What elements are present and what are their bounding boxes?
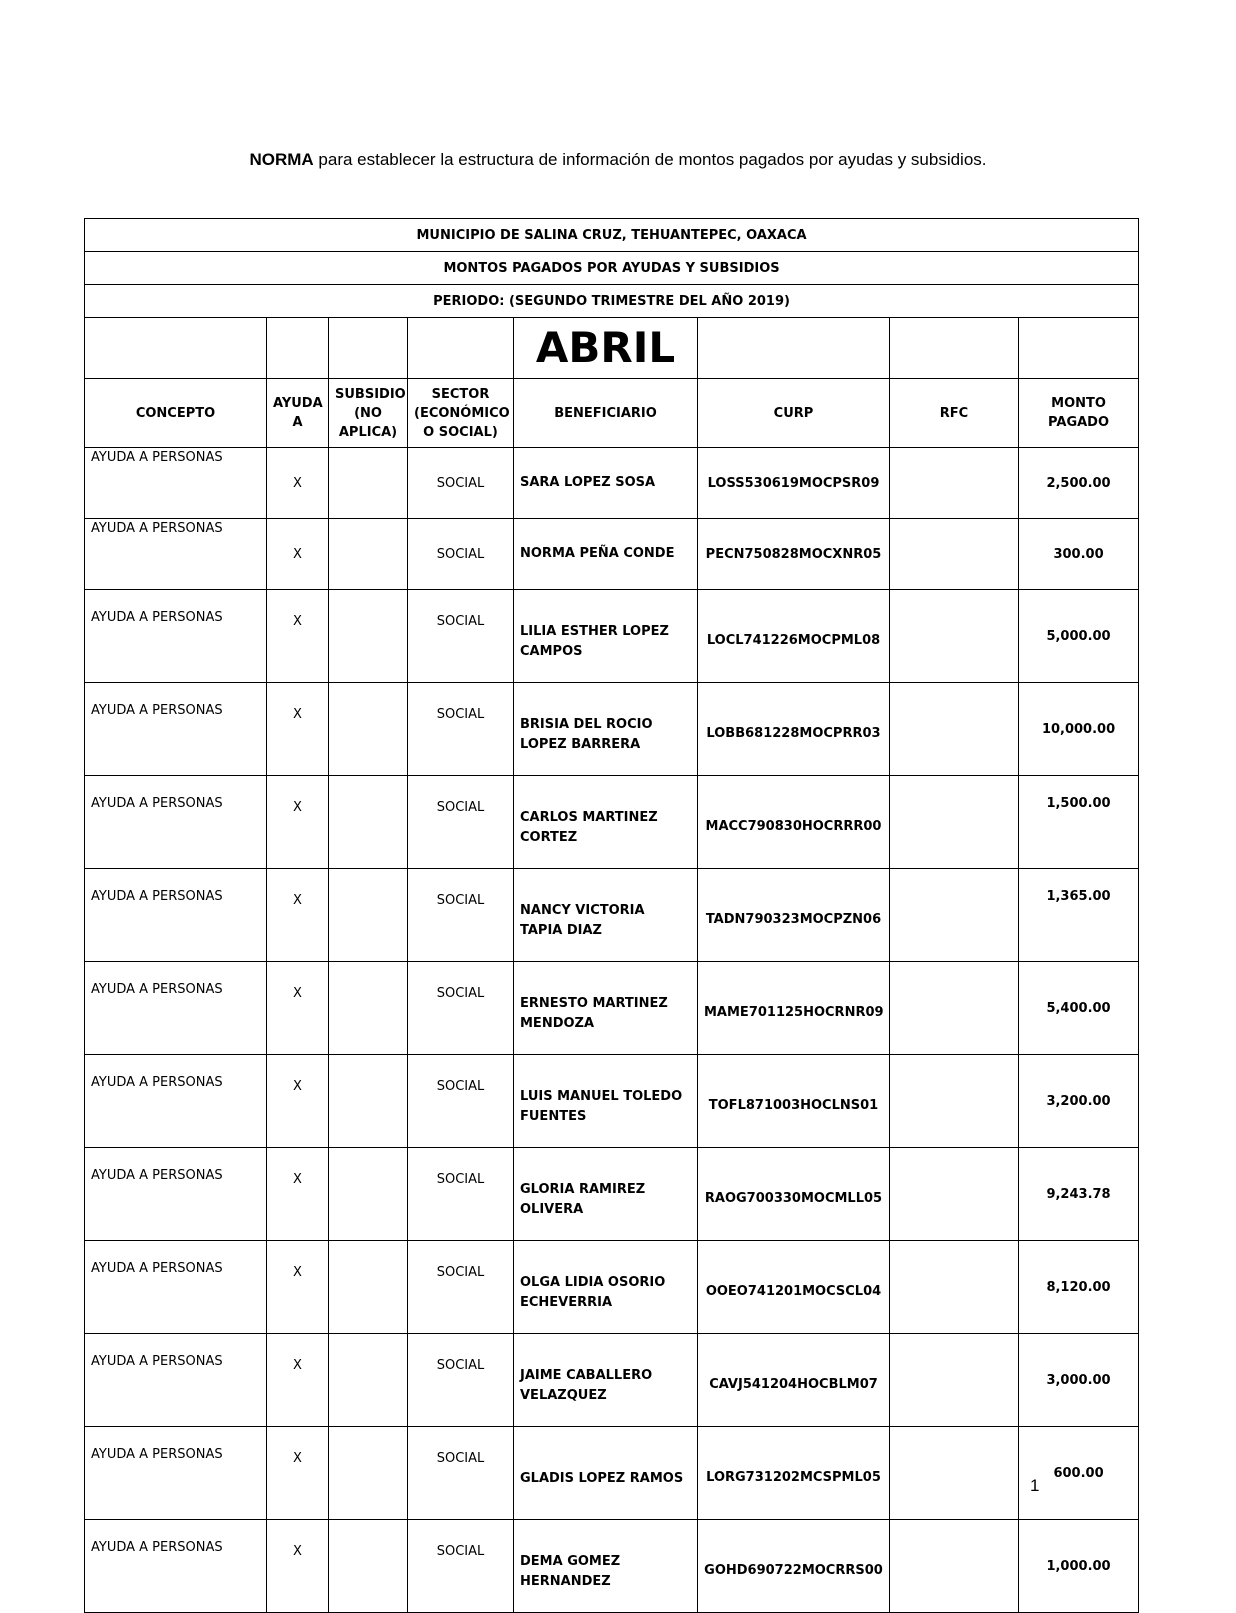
cell-monto: 9,243.78 [1019, 1148, 1139, 1241]
header-beneficiario: BENEFICIARIO [514, 379, 698, 448]
cell-rfc [890, 869, 1019, 962]
cell-concepto: AYUDA A PERSONAS [85, 1334, 267, 1427]
cell-monto: 5,000.00 [1019, 590, 1139, 683]
cell-beneficiario: CARLOS MARTINEZ CORTEZ [514, 776, 698, 869]
cell-rfc [890, 1520, 1019, 1613]
cell-ayuda: X [267, 1334, 329, 1427]
empty-cell [267, 318, 329, 379]
cell-sector: SOCIAL [408, 1427, 514, 1520]
page-number: 1 [1030, 1476, 1040, 1495]
cell-concepto: AYUDA A PERSONAS [85, 448, 267, 519]
table-row [85, 590, 1139, 683]
cell-monto: 3,000.00 [1019, 1334, 1139, 1427]
cell-sector: SOCIAL [408, 1334, 514, 1427]
cell-rfc [890, 1427, 1019, 1520]
header-monto: MONTO PAGADO [1019, 379, 1139, 448]
cell-beneficiario: ERNESTO MARTINEZ MENDOZA [514, 962, 698, 1055]
cell-rfc [890, 1241, 1019, 1334]
header-sector: SECTOR (ECONÓMICO O SOCIAL) [408, 379, 514, 448]
cell-ayuda: X [267, 448, 329, 519]
cell-rfc [890, 962, 1019, 1055]
table-row [85, 1055, 1139, 1148]
cell-concepto: AYUDA A PERSONAS [85, 869, 267, 962]
empty-cell [1019, 318, 1139, 379]
header-subsidio: SUBSIDIO (NO APLICA) [329, 379, 408, 448]
cell-monto: 1,000.00 [1019, 1520, 1139, 1613]
cell-curp: RAOG700330MOCMLL05 [698, 1148, 890, 1241]
cell-ayuda: X [267, 519, 329, 590]
table-row [85, 1520, 1139, 1613]
cell-beneficiario: OLGA LIDIA OSORIO ECHEVERRIA [514, 1241, 698, 1334]
cell-sector: SOCIAL [408, 1520, 514, 1613]
cell-subsidio [329, 683, 408, 776]
cell-rfc [890, 1148, 1019, 1241]
cell-sector: SOCIAL [408, 519, 514, 590]
header-rfc: RFC [890, 379, 1019, 448]
cell-sector: SOCIAL [408, 869, 514, 962]
cell-ayuda: X [267, 1055, 329, 1148]
cell-beneficiario: SARA LOPEZ SOSA [514, 448, 698, 519]
cell-curp: LOCL741226MOCPML08 [698, 590, 890, 683]
month-label: ABRIL [514, 318, 698, 379]
cell-beneficiario: NANCY VICTORIA TAPIA DIAZ [514, 869, 698, 962]
subtitle-banner: MONTOS PAGADOS POR AYUDAS Y SUBSIDIOS [85, 252, 1139, 285]
cell-subsidio [329, 590, 408, 683]
cell-monto: 3,200.00 [1019, 1055, 1139, 1148]
cell-sector: SOCIAL [408, 1148, 514, 1241]
cell-rfc [890, 1334, 1019, 1427]
cell-concepto: AYUDA A PERSONAS [85, 1055, 267, 1148]
cell-concepto: AYUDA A PERSONAS [85, 776, 267, 869]
cell-concepto: AYUDA A PERSONAS [85, 1148, 267, 1241]
cell-ayuda: X [267, 1520, 329, 1613]
cell-curp: TADN790323MOCPZN06 [698, 869, 890, 962]
cell-subsidio [329, 519, 408, 590]
empty-cell [890, 318, 1019, 379]
cell-concepto: AYUDA A PERSONAS [85, 519, 267, 590]
cell-sector: SOCIAL [408, 776, 514, 869]
cell-monto: 8,120.00 [1019, 1241, 1139, 1334]
cell-monto: 5,400.00 [1019, 962, 1139, 1055]
cell-subsidio [329, 869, 408, 962]
cell-sector: SOCIAL [408, 962, 514, 1055]
cell-concepto: AYUDA A PERSONAS [85, 1427, 267, 1520]
empty-cell [408, 318, 514, 379]
header-curp: CURP [698, 379, 890, 448]
cell-rfc [890, 776, 1019, 869]
empty-cell [329, 318, 408, 379]
cell-sector: SOCIAL [408, 1241, 514, 1334]
cell-curp: MACC790830HOCRRR00 [698, 776, 890, 869]
cell-ayuda: X [267, 590, 329, 683]
cell-monto: 1,500.00 [1019, 776, 1139, 869]
cell-curp: LOBB681228MOCPRR03 [698, 683, 890, 776]
table-row [85, 869, 1139, 962]
cell-curp: TOFL871003HOCLNS01 [698, 1055, 890, 1148]
cell-beneficiario: DEMA GOMEZ HERNANDEZ [514, 1520, 698, 1613]
cell-subsidio [329, 962, 408, 1055]
table-row [85, 1334, 1139, 1427]
period-banner: PERIODO: (SEGUNDO TRIMESTRE DEL AÑO 2019) [85, 285, 1139, 318]
cell-subsidio [329, 1520, 408, 1613]
empty-cell [85, 318, 267, 379]
cell-sector: SOCIAL [408, 683, 514, 776]
cell-curp: OOEO741201MOCSCL04 [698, 1241, 890, 1334]
cell-curp: CAVJ541204HOCBLM07 [698, 1334, 890, 1427]
cell-monto: 1,365.00 [1019, 869, 1139, 962]
cell-subsidio [329, 448, 408, 519]
cell-subsidio [329, 1148, 408, 1241]
document-title-bold: NORMA [249, 150, 314, 169]
cell-monto: 2,500.00 [1019, 448, 1139, 519]
cell-beneficiario: LILIA ESTHER LOPEZ CAMPOS [514, 590, 698, 683]
municipality-banner: MUNICIPIO DE SALINA CRUZ, TEHUANTEPEC, OAXACA [85, 219, 1139, 252]
cell-curp: GOHD690722MOCRRS00 [698, 1520, 890, 1613]
table-row [85, 1427, 1139, 1520]
cell-subsidio [329, 1241, 408, 1334]
month-row [85, 318, 1139, 379]
cell-ayuda: X [267, 962, 329, 1055]
cell-subsidio [329, 776, 408, 869]
cell-monto: 600.00 [1019, 1427, 1139, 1520]
cell-curp: LOSS530619MOCPSR09 [698, 448, 890, 519]
cell-sector: SOCIAL [408, 590, 514, 683]
cell-beneficiario: GLADIS LOPEZ RAMOS [514, 1427, 698, 1520]
table-row [85, 962, 1139, 1055]
column-header-row [85, 379, 1139, 448]
table-row [85, 448, 1139, 519]
cell-concepto: AYUDA A PERSONAS [85, 1520, 267, 1613]
table-row [85, 519, 1139, 590]
cell-concepto: AYUDA A PERSONAS [85, 590, 267, 683]
table-row [85, 776, 1139, 869]
empty-cell [698, 318, 890, 379]
cell-concepto: AYUDA A PERSONAS [85, 683, 267, 776]
cell-curp: LORG731202MCSPML05 [698, 1427, 890, 1520]
cell-ayuda: X [267, 1241, 329, 1334]
cell-beneficiario: BRISIA DEL ROCIO LOPEZ BARRERA [514, 683, 698, 776]
cell-rfc [890, 519, 1019, 590]
cell-concepto: AYUDA A PERSONAS [85, 962, 267, 1055]
cell-monto: 10,000.00 [1019, 683, 1139, 776]
cell-subsidio [329, 1334, 408, 1427]
cell-subsidio [329, 1427, 408, 1520]
cell-sector: SOCIAL [408, 1055, 514, 1148]
cell-rfc [890, 683, 1019, 776]
table-row [85, 683, 1139, 776]
cell-rfc [890, 448, 1019, 519]
cell-ayuda: X [267, 869, 329, 962]
cell-sector: SOCIAL [408, 448, 514, 519]
cell-beneficiario: JAIME CABALLERO VELAZQUEZ [514, 1334, 698, 1427]
header-ayuda: AYUDA A [267, 379, 329, 448]
cell-curp: PECN750828MOCXNR05 [698, 519, 890, 590]
document-title [0, 150, 1236, 170]
cell-monto: 300.00 [1019, 519, 1139, 590]
cell-ayuda: X [267, 776, 329, 869]
header-concepto: CONCEPTO [85, 379, 267, 448]
table-row [85, 1148, 1139, 1241]
cell-beneficiario: NORMA PEÑA CONDE [514, 519, 698, 590]
cell-ayuda: X [267, 1148, 329, 1241]
cell-beneficiario: LUIS MANUEL TOLEDO FUENTES [514, 1055, 698, 1148]
table-row [85, 1241, 1139, 1334]
cell-beneficiario: GLORIA RAMIREZ OLIVERA [514, 1148, 698, 1241]
cell-rfc [890, 590, 1019, 683]
cell-rfc [890, 1055, 1019, 1148]
cell-concepto: AYUDA A PERSONAS [85, 1241, 267, 1334]
cell-subsidio [329, 1055, 408, 1148]
cell-ayuda: X [267, 1427, 329, 1520]
subsidies-table [84, 218, 1139, 1613]
cell-curp: MAME701125HOCRNR09 [698, 962, 890, 1055]
document-title-rest: para establecer la estructura de información de montos pagados por ayudas y subsidios. [313, 150, 987, 169]
cell-ayuda: X [267, 683, 329, 776]
